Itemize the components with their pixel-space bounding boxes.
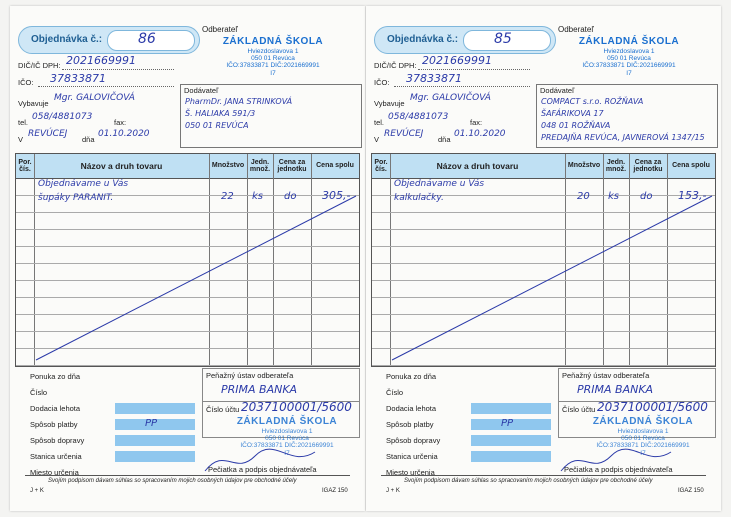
place-value[interactable]: REVÚCEJ [28, 129, 68, 139]
supplier-address[interactable] [541, 96, 717, 144]
col-cena-za: Cena za jednotku [633, 158, 663, 173]
items-table [15, 153, 360, 367]
col-nazov: Názov a druh tovaru [436, 160, 519, 171]
bottom-label-1: Číslo [30, 388, 48, 397]
supplier-line-0: PharmDr. JANA STRINKOVÁ [185, 97, 293, 106]
account-label: Číslo účtu [562, 405, 596, 414]
col-por: Por. čís. [374, 158, 388, 173]
place-value[interactable]: REVÚCEJ [384, 129, 424, 139]
vybavuje-label: Vybavuje [18, 99, 49, 108]
bottom-field-4[interactable] [115, 435, 195, 446]
payment-value[interactable]: PP [145, 418, 158, 429]
col-cena-spolu: Cena spolu [672, 162, 710, 170]
item-total[interactable]: 305,- [322, 189, 351, 202]
col-mnozstvo: Množstvo [211, 162, 245, 170]
vybavuje-value[interactable]: Mgr. GALOVIČOVÁ [410, 93, 491, 103]
school-stamp-header: ZÁKLADNÁ ŠKOLA Hviezdoslavova 1 050 01 Revúca IČO:37833871 DIČ:2021669991 I7 [222, 36, 324, 77]
tel-value[interactable]: 058/4881073 [32, 112, 93, 122]
supplier-label: Dodávateľ [184, 86, 219, 95]
vybavuje-label: Vybavuje [374, 99, 405, 108]
signature-label: Pečiatka a podpis objednávateľa [564, 465, 673, 474]
footer-right: IGAZ 150 [322, 488, 348, 494]
footer-left: J + K [386, 488, 400, 494]
dic-label: DIČ/IČ DPH: [374, 61, 417, 70]
odberatel-label: Odberateľ [202, 25, 238, 34]
bank-value[interactable]: PRIMA BANKA [221, 383, 298, 396]
tel-label: tel. [18, 118, 29, 127]
order-form-85 [366, 6, 721, 511]
date-value[interactable]: 01.10.2020 [98, 129, 150, 139]
supplier-box [180, 84, 362, 148]
date-value[interactable]: 01.10.2020 [454, 129, 506, 139]
item-total[interactable]: 153,- [678, 189, 707, 202]
bottom-label-3: Spôsob platby [30, 420, 78, 429]
bottom-label-5: Stanica určenia [30, 452, 82, 461]
school-stamp-signature: ZÁKLADNÁ ŠKOLA Hviezdoslavova 1 050 01 Revúca IČO:37833871 DIČ:2021669991 I7 [592, 416, 694, 457]
item-price[interactable]: do [640, 191, 653, 202]
dic-label: DIČ/IČ DPH: [18, 61, 61, 70]
date-label: dňa [82, 135, 95, 144]
order-number-value: 85 [494, 31, 512, 47]
odberatel-label: Odberateľ [558, 25, 594, 34]
item-price[interactable]: do [284, 191, 297, 202]
bottom-label-2: Dodacia lehota [386, 404, 437, 413]
bottom-label-4: Spôsob dopravy [386, 436, 441, 445]
school-stamp-header: ZÁKLADNÁ ŠKOLA Hviezdoslavova 1 050 01 Revúca IČO:37833871 DIČ:2021669991 I7 [578, 36, 680, 77]
bottom-field-5[interactable] [115, 451, 195, 462]
payment-value[interactable]: PP [501, 418, 514, 429]
dic-value[interactable]: 2021669991 [422, 54, 492, 67]
order-number-field[interactable] [107, 30, 195, 51]
place-label: V [374, 135, 380, 144]
item-qty[interactable]: 20 [577, 191, 590, 202]
bottom-field-5[interactable] [471, 451, 551, 462]
ico-label: IČO: [374, 78, 390, 87]
bottom-label-6: Miesto určenia [30, 468, 79, 477]
supplier-line-3: PREDAJŇA REVÚCA, JAVNEROVÁ 1347/15 [541, 133, 705, 142]
place-label: V [18, 135, 24, 144]
order-number-label: Objednávka č.: [387, 34, 459, 45]
supplier-label: Dodávateľ [540, 86, 575, 95]
col-mnozstvo: Množstvo [567, 162, 601, 170]
supplier-address[interactable] [185, 96, 361, 132]
bank-value[interactable]: PRIMA BANKA [577, 383, 654, 396]
items-table [371, 153, 716, 367]
bottom-label-0: Ponuka zo dňa [30, 372, 81, 381]
ico-value[interactable]: 37833871 [406, 72, 462, 85]
account-label: Číslo účtu [206, 405, 240, 414]
order-number-box [18, 26, 200, 54]
bottom-label-6: Miesto určenia [386, 468, 435, 477]
col-cena-za: Cena za jednotku [277, 158, 307, 173]
bank-label: Peňažný ústav odberateľa [206, 371, 294, 380]
footer-left: J + K [30, 488, 44, 494]
item-qty[interactable]: 22 [221, 191, 234, 202]
signature-label: Pečiatka a podpis objednávateľa [208, 465, 317, 474]
supplier-line-1: ŠAFÁRIKOVA 17 [541, 109, 604, 118]
fax-label: fax: [114, 118, 127, 127]
order-number-field[interactable] [463, 30, 551, 51]
bottom-label-0: Ponuka zo dňa [386, 372, 437, 381]
consent-text: Svojím podpisom dávam súhlas so spracovaním mojich osobných údajov pre obchodné účely [404, 478, 653, 484]
order-number-box [374, 26, 556, 54]
footer-right: IGAZ 150 [678, 488, 704, 494]
supplier-line-1: Š. HALIAKA 591/3 [185, 109, 256, 118]
bottom-label-3: Spôsob platby [386, 420, 434, 429]
item-desc-line1[interactable]: Objednávame u Vás [38, 179, 129, 189]
tel-label: tel. [374, 118, 385, 127]
account-value[interactable]: 2037100001/5600 [597, 400, 708, 414]
ico-label: IČO: [18, 78, 34, 87]
supplier-line-0: COMPACT s.r.o. ROŽŇAVA [541, 97, 644, 106]
supplier-line-2: 050 01 REVÚCA [185, 121, 249, 130]
bottom-field-4[interactable] [471, 435, 551, 446]
dic-value[interactable]: 2021669991 [66, 54, 136, 67]
supplier-box [536, 84, 718, 148]
col-cena-spolu: Cena spolu [316, 162, 354, 170]
col-por: Por. čís. [18, 158, 32, 173]
item-desc-line2[interactable]: kalkulačky. [394, 193, 444, 203]
bottom-label-4: Spôsob dopravy [30, 436, 85, 445]
order-number-label: Objednávka č.: [31, 34, 103, 45]
date-label: dňa [438, 135, 451, 144]
account-value[interactable]: 2037100001/5600 [241, 400, 352, 414]
item-desc-line2[interactable]: šupáky PARANIT. [38, 193, 114, 203]
ico-value[interactable]: 37833871 [50, 72, 106, 85]
bottom-label-2: Dodacia lehota [30, 404, 81, 413]
order-form-86 [10, 6, 365, 511]
col-nazov: Názov a druh tovaru [80, 160, 163, 171]
supplier-line-2: 048 01 ROŽŇAVA [541, 121, 611, 130]
school-stamp-signature: ZÁKLADNÁ ŠKOLA Hviezdoslavova 1 050 01 Revúca IČO:37833871 DIČ:2021669991 I7 [236, 416, 338, 457]
tel-value[interactable]: 058/4881073 [388, 112, 449, 122]
bank-label: Peňažný ústav odberateľa [562, 371, 650, 380]
bottom-field-2[interactable] [115, 403, 195, 414]
item-desc-line1[interactable]: Objednávame u Vás [394, 179, 485, 189]
col-jedn: Jedn. množ. [605, 158, 627, 173]
bottom-label-1: Číslo [386, 388, 404, 397]
item-unit[interactable]: ks [608, 191, 620, 202]
order-number-value: 86 [138, 31, 156, 47]
consent-text: Svojím podpisom dávam súhlas so spracovaním mojich osobných údajov pre obchodné účely [48, 478, 297, 484]
col-jedn: Jedn. množ. [249, 158, 271, 173]
fax-label: fax: [470, 118, 483, 127]
bottom-field-2[interactable] [471, 403, 551, 414]
vybavuje-value[interactable]: Mgr. GALOVIČOVÁ [54, 93, 135, 103]
item-unit[interactable]: ks [252, 191, 264, 202]
bottom-label-5: Stanica určenia [386, 452, 438, 461]
